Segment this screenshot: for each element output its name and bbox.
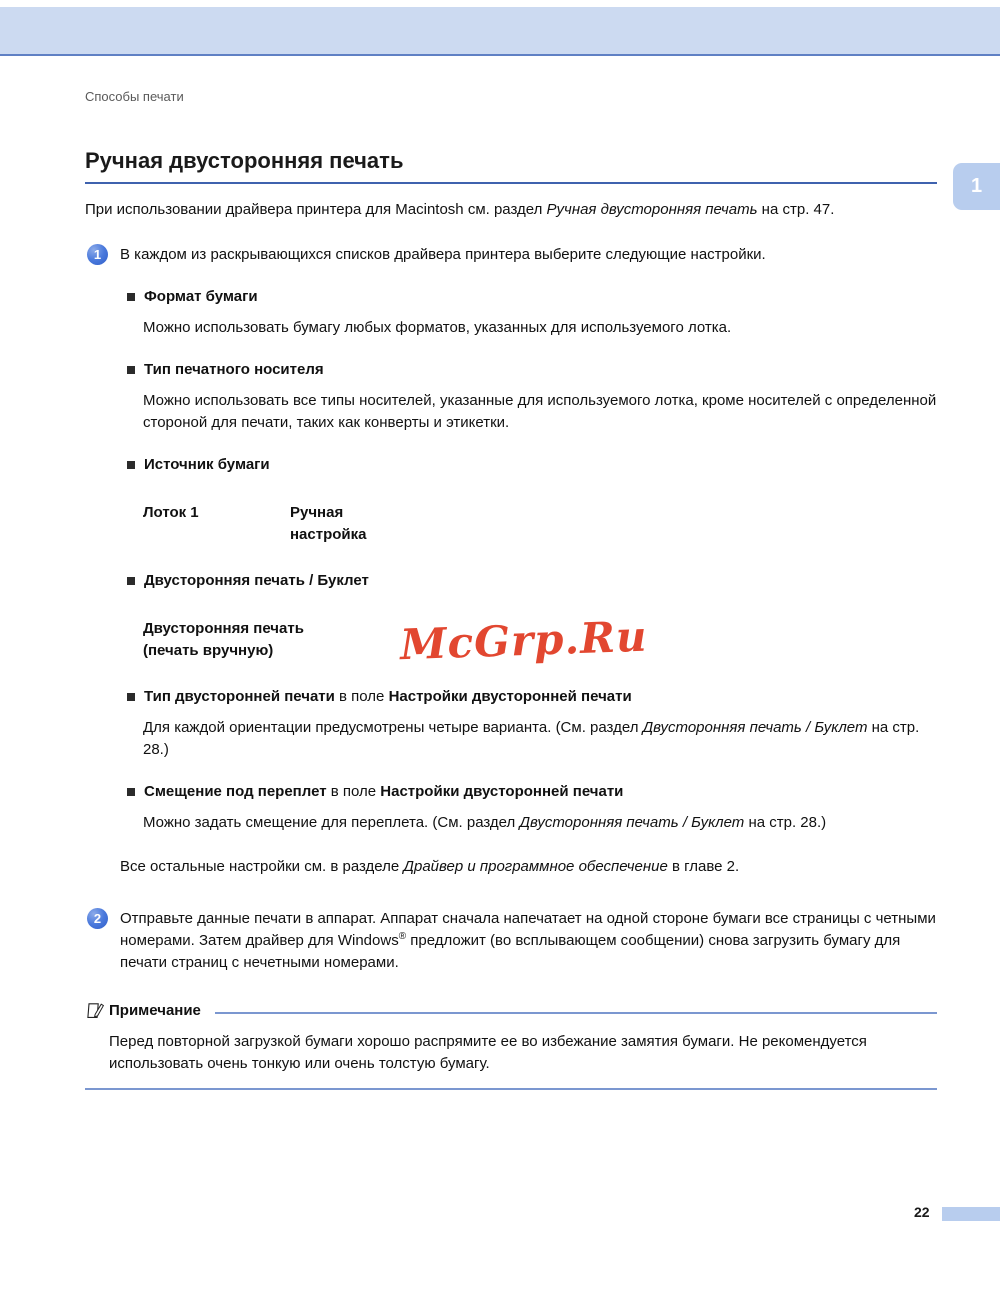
page-header-bar <box>0 7 1000 56</box>
binding-offset-body-tail: на стр. 28.) <box>744 814 827 831</box>
content-area <box>85 86 937 1090</box>
step-2-text <box>120 908 937 974</box>
footer-bar <box>942 1207 1000 1221</box>
watermark: McGrp.Ru <box>399 611 649 670</box>
bullet-paper-source <box>127 454 937 476</box>
tray-value <box>290 502 367 546</box>
square-bullet-icon <box>127 461 135 469</box>
square-bullet-icon <box>127 788 135 796</box>
step-2-text-part1: Отправьте данные печати в аппарат. Аппарат сначала напечатает на одной стороне бумаги все страницы с четными номерами. Затем драйвер для Windows <box>120 910 936 949</box>
tray-value-line1: Ручная <box>290 504 344 521</box>
bullet-head-duplex-booklet: Двусторонняя печать / Буклет <box>144 572 369 589</box>
duplex-manual-line2: (печать вручную) <box>143 642 274 659</box>
binding-offset-bold1: Смещение под переплет <box>144 783 327 800</box>
note-header <box>85 1000 937 1022</box>
page-number: 22 <box>914 1204 930 1220</box>
step-2-body <box>120 908 937 974</box>
intro-ref-italic: Ручная двусторонняя печать <box>546 201 758 218</box>
bullet-binding-offset <box>127 781 937 803</box>
closing-ref-italic: Драйвер и программное обеспечение <box>403 858 668 875</box>
step-1 <box>85 244 937 878</box>
duplex-type-body-tail: на стр. 28.) <box>143 719 920 758</box>
step-1-body <box>120 244 937 878</box>
binding-offset-body-text: Можно задать смещение для переплета. (См. раздел <box>143 814 520 831</box>
square-bullet-icon <box>127 366 135 374</box>
note-section <box>85 1000 937 1090</box>
step-1-text: В каждом из раскрывающихся списков драйвера принтера выберите следующие настройки. <box>120 246 766 263</box>
bullet-head-paper-size: Формат бумаги <box>144 288 258 305</box>
binding-offset-mid: в поле <box>326 783 381 800</box>
bullet-paper-size <box>127 286 937 308</box>
note-bottom-rule <box>85 1088 937 1090</box>
duplex-manual-line1: Двусторонняя печать <box>143 620 304 637</box>
bullet-media-type <box>127 359 937 381</box>
duplex-type-bold2: Настройки двусторонней печати <box>388 688 632 705</box>
tray-table <box>143 502 937 546</box>
bullet-duplex-type <box>127 686 937 708</box>
bullet-head-binding-offset <box>144 781 623 803</box>
binding-offset-bold2: Настройки двусторонней печати <box>380 783 624 800</box>
intro-text: При использовании драйвера принтера для Macintosh см. раздел <box>85 201 547 218</box>
binding-offset-body-ref: Двусторонняя печать / Буклет <box>519 814 745 831</box>
duplex-type-body-ref: Двусторонняя печать / Буклет <box>642 719 868 736</box>
square-bullet-icon <box>127 293 135 301</box>
square-bullet-icon <box>127 693 135 701</box>
bullet-duplex-booklet <box>127 570 937 592</box>
breadcrumb: Способы печати <box>85 89 184 104</box>
intro-paragraph <box>85 199 937 221</box>
tray-label: Лоток 1 <box>143 504 199 521</box>
note-icon <box>85 1001 107 1021</box>
bullet-body-binding-offset <box>143 812 937 834</box>
bullet-head-duplex-type <box>144 686 632 708</box>
note-text: Перед повторной загрузкой бумаги хорошо распрямите ее во избежание замятия бумаги. Не рекомендуется использовать очень тонкую или очень толстую бумагу. <box>109 1033 867 1072</box>
note-label: Примечание <box>109 1002 201 1019</box>
closing-text: Все остальные настройки см. в разделе <box>120 858 404 875</box>
note-header-rule <box>215 1012 937 1014</box>
square-bullet-icon <box>127 577 135 585</box>
duplex-type-mid: в поле <box>334 688 389 705</box>
tray-value-line2: настройка <box>290 526 367 543</box>
step-2 <box>85 908 937 974</box>
step-2-badge: 2 <box>87 908 108 929</box>
step-2-text-part3: предложит (во всплывающем сообщении) снова загрузить бумагу для печати страниц с нечетными номерами. <box>120 932 901 971</box>
closing-text-tail: в главе 2. <box>667 858 740 875</box>
bullet-body-duplex-type <box>143 717 937 761</box>
page-title: Ручная двусторонняя печать <box>85 148 937 184</box>
duplex-type-body-text: Для каждой ориентации предусмотрены четыре варианта. (См. раздел <box>143 719 643 736</box>
intro-text-tail: на стр. 47. <box>757 201 835 218</box>
bullet-body-media-type: Можно использовать все типы носителей, указанные для используемого лотка, кроме носителей с определенной стороной для печати, таких как конверты и этикетки. <box>143 392 937 431</box>
bullet-head-media-type: Тип печатного носителя <box>144 361 324 378</box>
duplex-type-bold1: Тип двусторонней печати <box>144 688 335 705</box>
step-1-closing <box>120 856 937 878</box>
step-1-badge: 1 <box>87 244 108 265</box>
chapter-tab: 1 <box>953 163 1000 210</box>
duplex-manual-value <box>143 618 937 662</box>
bullet-head-paper-source: Источник бумаги <box>144 456 270 473</box>
registered-trademark-symbol: ® <box>398 931 407 942</box>
bullet-body-paper-size: Можно использовать бумагу любых форматов, указанных для используемого лотка. <box>143 319 732 336</box>
